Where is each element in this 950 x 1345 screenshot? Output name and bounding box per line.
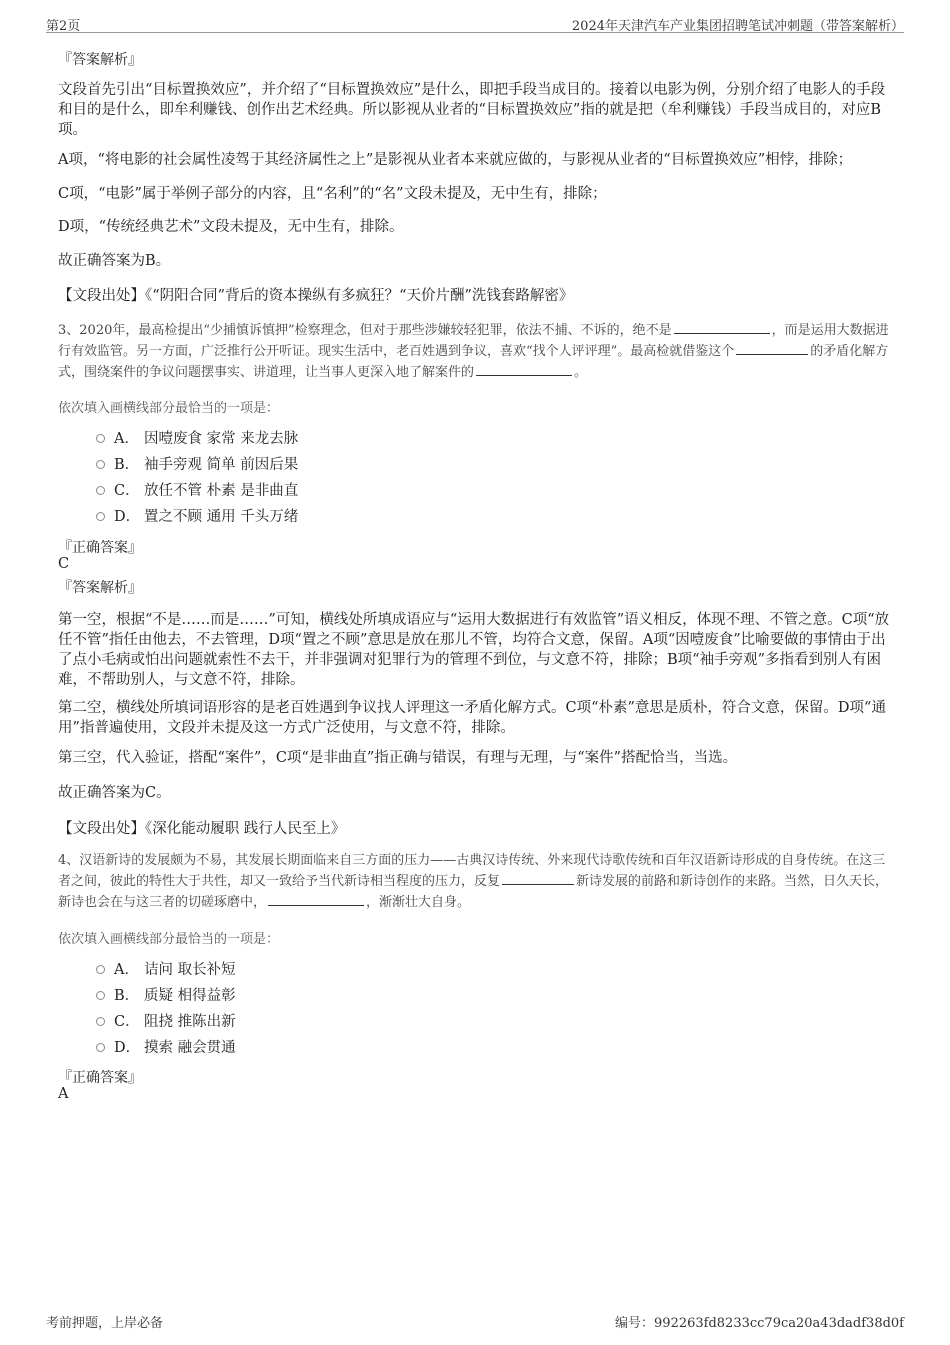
option-text: 诘问 取长补短	[144, 962, 236, 978]
page-number: 第2页	[46, 19, 81, 34]
question-prompt: 依次填入画横线部分最恰当的一项是：	[58, 932, 280, 947]
document-title: 2024年天津汽车产业集团招聘笔试冲刺题（带答案解析）	[571, 19, 904, 34]
radio-icon[interactable]	[96, 486, 105, 495]
passage-source: 【文段出处】《深化能动履职 践行人民至上》	[58, 821, 346, 837]
question-text-part: 3、2020年，最高检提出“少捕慎诉慎押”检察理念，但对于那些涉嫌较轻犯罪，依法不捕、不诉的，绝不是	[58, 323, 672, 338]
radio-icon[interactable]	[96, 1017, 105, 1026]
question-text-part: 新诗发展的前路和新诗创作的来路。当然，日久天长，新诗也会在与这三者的切磋琢磨中，	[58, 874, 889, 910]
correct-answer: C	[58, 556, 70, 572]
page-header	[46, 12, 904, 33]
question-text-part: 的矛盾化解方式，围绕案件的争议问题摆事实、讲道理，让当事人更深入地了解案件的	[58, 344, 889, 380]
option-text: 置之不顾 通用 千头万绪	[144, 509, 299, 525]
analysis-paragraph: 第三空，代入验证，搭配“案件”，C项“是非曲直”指正确与错误，有理与无理，与“案件”搭配恰当，当选。	[58, 750, 738, 766]
question-4-text	[58, 850, 894, 913]
analysis-paragraph: 第一空，根据“不是……而是……”可知，横线处所填成语应与“运用大数据进行有效监管”语义相反，体现不理、不管之意。C项“放任不管”指任由他去，不去管理，D项“置之不顾”意思是放在那儿不管，均符合文意，保留。A项“因噎废食”比喻要做的事情由于出了点小毛病或怕出问题就索性不去干，并非强调对犯罪行为的管理不到位，与文意不符，排除；B项“袖手旁观”多指看到别人有困难，不帮助别人，与文意不符，排除。	[58, 612, 890, 688]
radio-icon[interactable]	[96, 1043, 105, 1052]
option-text: 放任不管 朴素 是非曲直	[144, 483, 299, 499]
document-id: 编号：992263fd8233cc79ca20a43dadf38d0f	[615, 1316, 904, 1331]
option-text: 摸索 融会贯通	[144, 1040, 236, 1056]
radio-icon[interactable]	[96, 434, 105, 443]
option-d[interactable]: D． 摸索 融会贯通	[96, 1038, 236, 1058]
analysis-paragraph: 第二空，横线处所填词语形容的是老百姓遇到争议找人评理这一矛盾化解方式。C项“朴素”意思是质朴，符合文意，保留。D项“通用”指普遍使用，文段并未提及这一方式广泛使用，与文意不符，排除。	[58, 700, 886, 736]
analysis-paragraph: D项，“传统经典艺术”文段未提及，无中生有，排除。	[58, 219, 404, 235]
option-text: 因噎废食 家常 来龙去脉	[144, 431, 299, 447]
radio-icon[interactable]	[96, 512, 105, 521]
correct-answer-label: 『正确答案』	[58, 1070, 142, 1086]
analysis-paragraph: 故正确答案为C。	[58, 785, 171, 801]
answer-analysis-label: 『答案解析』	[58, 580, 142, 596]
option-text: 质疑 相得益彰	[144, 988, 236, 1004]
passage-source: 【文段出处】《“阴阳合同”背后的资本操纵有多疯狂？“天价片酬”洗钱套路解密》	[58, 288, 574, 304]
option-text: 袖手旁观 简单 前因后果	[144, 457, 299, 473]
fill-blank	[674, 320, 770, 334]
fill-blank	[268, 892, 364, 906]
fill-blank	[476, 362, 572, 376]
question-text-part: ，渐渐壮大自身。	[366, 895, 471, 910]
radio-icon[interactable]	[96, 965, 105, 974]
fill-blank	[736, 341, 808, 355]
fill-blank	[502, 871, 574, 885]
question-text-part: 。	[574, 365, 588, 380]
option-d[interactable]: D． 置之不顾 通用 千头万绪	[96, 507, 298, 527]
analysis-paragraph: C项，“电影”属于举例子部分的内容，且“名利”的“名”文段未提及，无中生有，排除；	[58, 186, 607, 202]
option-a[interactable]: A． 诘问 取长补短	[96, 960, 236, 980]
option-c[interactable]: C． 放任不管 朴素 是非曲直	[96, 481, 298, 501]
option-c[interactable]: C． 阻挠 推陈出新	[96, 1012, 236, 1032]
option-b[interactable]: B． 袖手旁观 简单 前因后果	[96, 455, 298, 475]
correct-answer-label: 『正确答案』	[58, 540, 142, 556]
question-text-part: ，而是运用大数据进行有效监管。另一方面，广泛推行公开听证。现实生活中，老百姓遇到争议，喜欢“找个人评评理”。最高检就借鉴这个	[58, 323, 889, 359]
question-text-part: 4、汉语新诗的发展颇为不易，其发展长期面临来自三方面的压力——古典汉诗传统、外来现代诗歌传统和百年汉语新诗形成的自身传统。在这三者之间，彼此的特性大于共性，却又一致给予当代新诗相当程度的压力，反复	[58, 853, 886, 889]
answer-analysis-label: 『答案解析』	[58, 52, 142, 68]
correct-answer: A	[58, 1086, 69, 1102]
analysis-paragraph: 故正确答案为B。	[58, 253, 171, 269]
analysis-paragraph: A项，“将电影的社会属性凌驾于其经济属性之上”是影视从业者本来就应做的，与影视从业者的“目标置换效应”相悖，排除；	[58, 152, 853, 168]
option-a[interactable]: A． 因噎废食 家常 来龙去脉	[96, 429, 298, 449]
footer-slogan: 考前押题，上岸必备	[46, 1316, 164, 1331]
radio-icon[interactable]	[96, 460, 105, 469]
option-text: 阻挠 推陈出新	[144, 1014, 236, 1030]
question-prompt: 依次填入画横线部分最恰当的一项是：	[58, 401, 280, 416]
option-b[interactable]: B． 质疑 相得益彰	[96, 986, 236, 1006]
question-3-text	[58, 320, 894, 383]
radio-icon[interactable]	[96, 991, 105, 1000]
analysis-paragraph: 文段首先引出“目标置换效应”，并介绍了“目标置换效应”是什么，即把手段当成目的。接着以电影为例，分别介绍了电影人的手段和目的是什么，即牟利赚钱、创作出艺术经典。所以影视从业者的“目标置换效应”指的就是把（牟利赚钱）手段当成目的，对应B项。	[58, 82, 886, 138]
